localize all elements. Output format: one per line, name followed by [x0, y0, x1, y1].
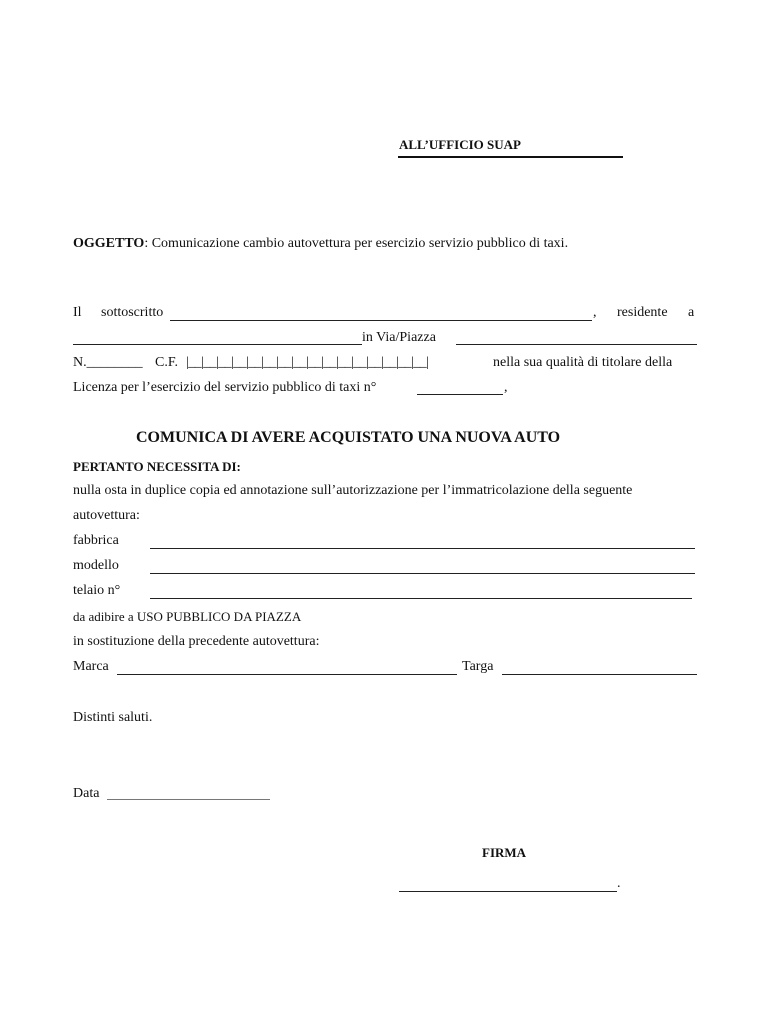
a-label: a — [688, 305, 695, 320]
il-label: Il — [73, 305, 82, 320]
saluti-text: Distinti saluti. — [73, 710, 153, 725]
sottoscritto-label: sottoscritto — [101, 305, 164, 320]
cf-label: C.F. — [155, 355, 179, 370]
name-field[interactable] — [170, 320, 592, 321]
telaio-field[interactable] — [150, 598, 692, 599]
modello-label: modello — [73, 558, 119, 573]
signature-field[interactable] — [399, 891, 617, 892]
marca-field[interactable] — [117, 674, 457, 675]
license-number-field[interactable] — [417, 394, 503, 395]
targa-label: Targa — [462, 659, 494, 674]
uso-text: da adibire a USO PUBBLICO DA PIAZZA — [73, 609, 302, 624]
name-comma: , — [593, 305, 597, 320]
modello-field[interactable] — [150, 573, 695, 574]
firma-label: FIRMA — [482, 845, 527, 860]
fabbrica-label: fabbrica — [73, 533, 119, 548]
announcement-heading: COMUNICA DI AVERE ACQUISTATO UNA NUOVA AUTO — [136, 429, 561, 446]
recipient-heading: ALL’UFFICIO SUAP — [399, 137, 521, 152]
subject-label: OGGETTO — [73, 236, 145, 251]
house-number-field[interactable]: N.________ — [73, 355, 143, 370]
telaio-label: telaio n° — [73, 583, 121, 598]
licenza-text: Licenza per l’esercizio del servizio pubblico di taxi n° — [73, 380, 377, 395]
nulla-osta-line1: nulla osta in duplice copia ed annotazione sull’autorizzazione per l’immatricolazione della seguente — [73, 483, 633, 498]
signature-period: . — [617, 876, 621, 891]
nulla-osta-line2: autovettura: — [73, 508, 140, 523]
data-label: Data — [73, 786, 100, 801]
residente-label: residente — [617, 305, 668, 320]
fabbrica-field[interactable] — [150, 548, 695, 549]
licenza-comma: , — [504, 380, 508, 395]
sostituzione-text: in sostituzione della precedente autovettura: — [73, 634, 320, 649]
marca-label: Marca — [73, 659, 109, 674]
via-piazza-label: in Via/Piazza — [362, 330, 436, 345]
date-field[interactable] — [107, 799, 270, 800]
qualita-text: nella sua qualità di titolare della — [493, 355, 673, 370]
tax-code-boxes[interactable]: |__|__|__|__|__|__|__|__|__|__|__|__|__|__|__|__| — [186, 355, 429, 370]
residence-city-field[interactable] — [73, 344, 362, 345]
subject-text: : Comunicazione cambio autovettura per esercizio servizio pubblico di taxi. — [144, 236, 569, 251]
pertanto-heading: PERTANTO NECESSITA DI: — [73, 459, 241, 474]
targa-field[interactable] — [502, 674, 697, 675]
street-field[interactable] — [456, 344, 697, 345]
recipient-underline — [398, 156, 623, 158]
subject-line — [73, 236, 568, 252]
